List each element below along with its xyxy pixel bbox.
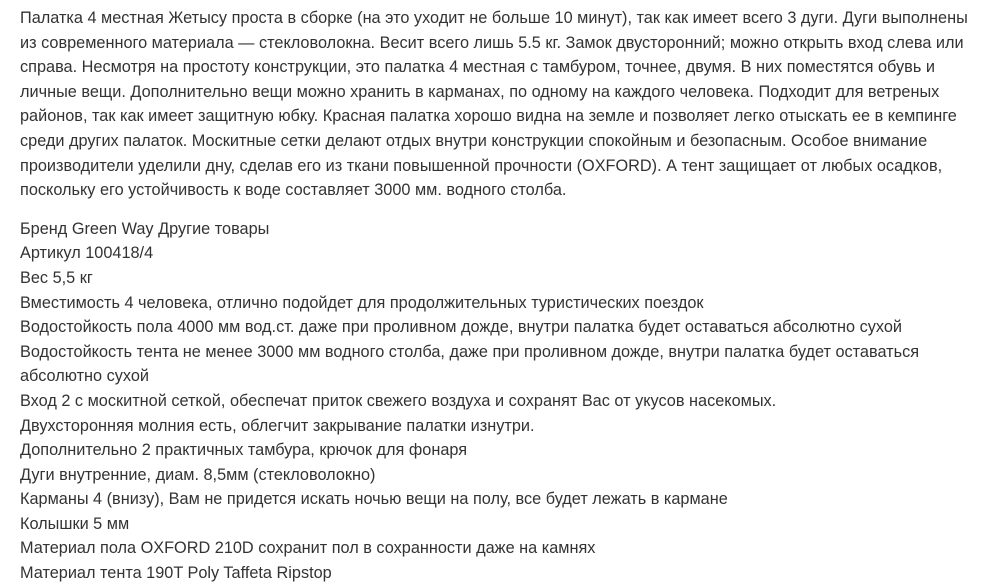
spec-brand-label: Бренд — [20, 219, 68, 238]
spec-floor-material: Материал пола OXFORD 210D сохранит пол в сохранности даже на камнях — [20, 539, 596, 558]
product-specs-list — [20, 217, 982, 586]
spec-vestibules: Дополнительно 2 практичных тамбура, крючок для фонаря — [20, 441, 468, 460]
spec-fly-material: Материал тента 190T Poly Taffeta Ripstop — [20, 564, 332, 583]
spec-tent-waterproof: Водостойкость тента не менее 3000 мм водного столба, даже при проливном дожде, внутри палатка будет оставаться абсолютно сухой — [20, 342, 920, 386]
spec-brand-value: Green Way — [71, 219, 154, 238]
spec-zipper: Двухсторонняя молния есть, облегчит закрывание палатки изнутри. — [20, 416, 535, 435]
other-products-link[interactable]: Другие товары — [158, 219, 270, 238]
spec-weight: Вес 5,5 кг — [20, 268, 93, 287]
spec-pockets: Карманы 4 (внизу), Вам не придется искать ночью вещи на полу, все будет лежать в кармане — [20, 490, 728, 509]
spec-brand — [20, 217, 980, 242]
spec-poles: Дуги внутренние, диам. 8,5мм (стекловолокно) — [20, 465, 376, 484]
spec-article: Артикул 100418/4 — [20, 244, 154, 263]
spec-pegs: Колышки 5 мм — [20, 514, 130, 533]
product-description: Палатка 4 местная Жетысу проста в сборке (на это уходит не больше 10 минут), так как имеет всего 3 дуги. Дуги выполнены из современного материала — стекловолокна. Весит всего лишь 5.5 кг. Замок двусторонний; можно открыть вход слева или справа. Несмотря на простоту конструкции, это палатка 4 местная с тамбуром, точнее, двумя. В них поместятся обувь и личные вещи. Дополнительно вещи можно хранить в карманах, по одному на каждого человека. Подходит для ветреных районов, так как имеет защитную юбку. Красная палатка хорошо видна на земле и позволяет легко отыскать ее в кемпинге среди других палаток. Москитные сетки делают отдых внутри конструкции спокойным и безопасным. Особое внимание производители уделили дну, сделав его из ткани повышенной прочности (OXFORD). А тент защищает от любых осадков, поскольку его устойчивость к воде составляет 3000 мм. водного столба. — [20, 9, 968, 200]
spec-capacity: Вместимость 4 человека, отлично подойдет для продолжительных туристических поездок — [20, 293, 704, 312]
spec-entrances: Вход 2 с москитной сеткой, обеспечат приток свежего воздуха и сохранят Вас от укусов насекомых. — [20, 391, 777, 410]
spec-floor-waterproof: Водостойкость пола 4000 мм вод.ст. даже при проливном дожде, внутри палатка будет оставаться абсолютно сухой — [20, 318, 903, 337]
